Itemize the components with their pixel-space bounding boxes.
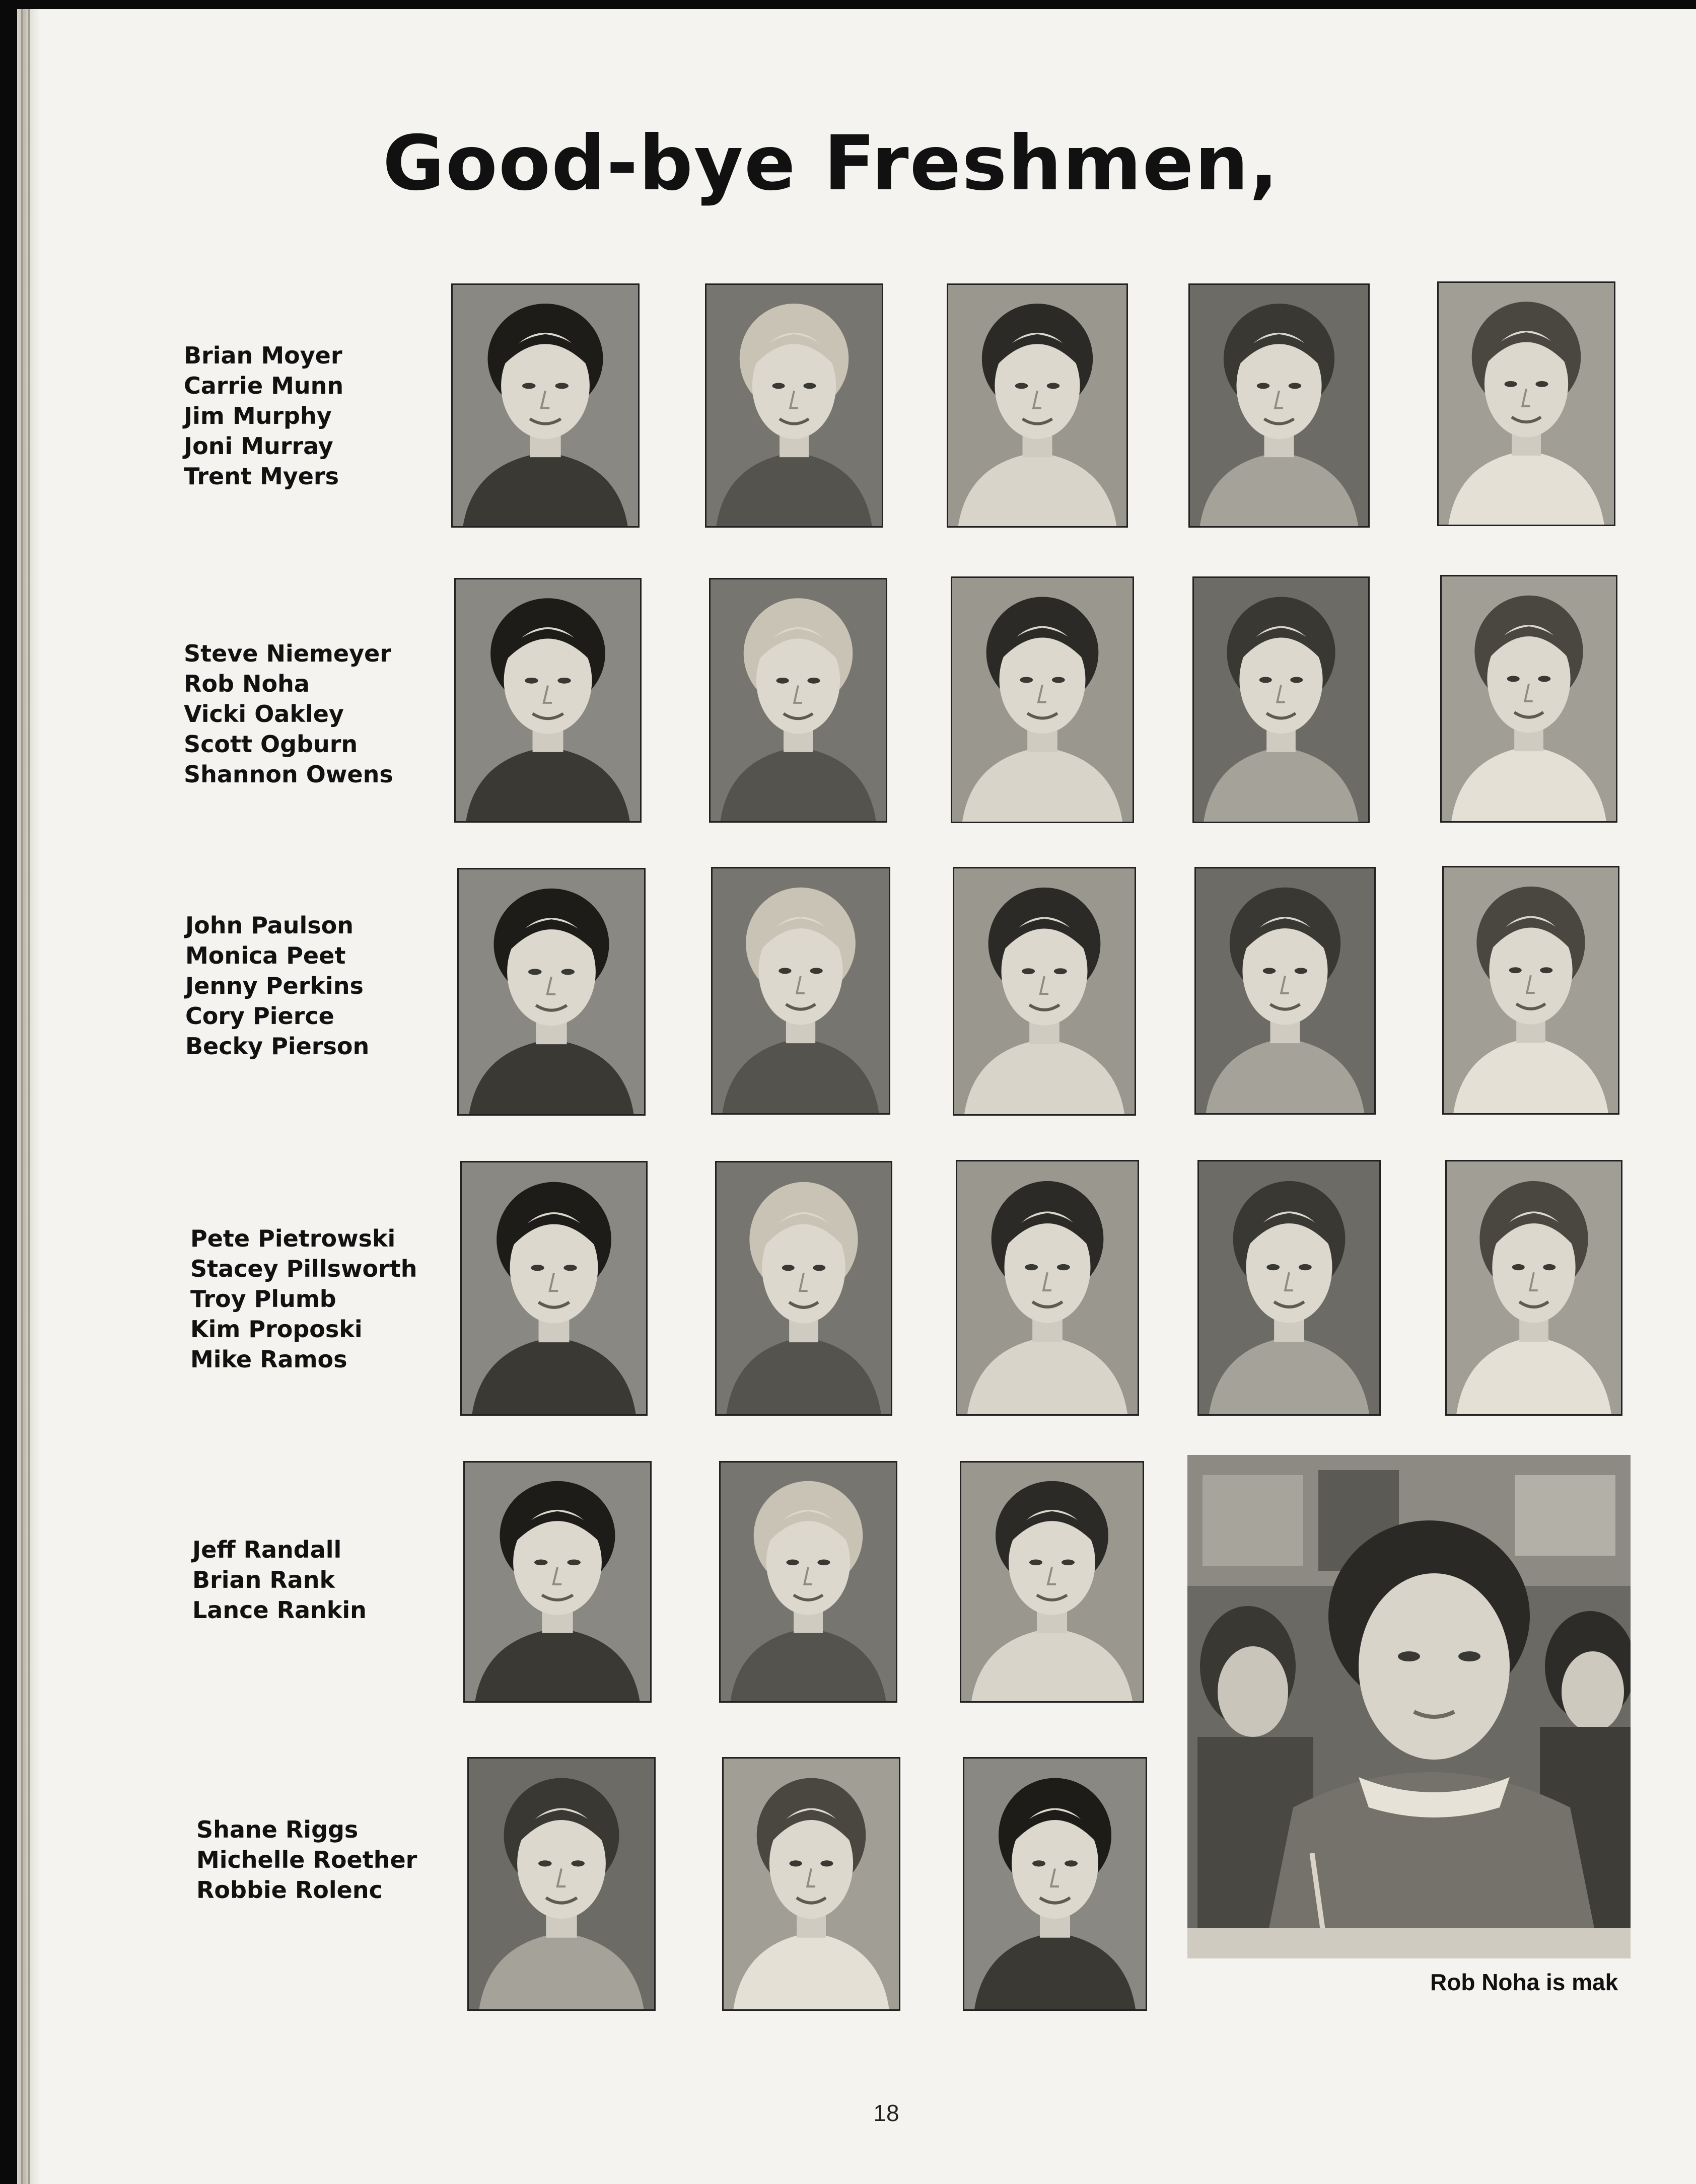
portrait-drawing bbox=[1190, 285, 1368, 526]
student-name: Lance Rankin bbox=[192, 1596, 367, 1624]
portrait-photo bbox=[451, 283, 640, 528]
portrait-drawing bbox=[1199, 1161, 1379, 1414]
student-name: John Paulson bbox=[185, 912, 354, 939]
portrait-drawing bbox=[724, 1759, 899, 2009]
portrait-photo bbox=[722, 1757, 900, 2011]
page-number: 18 bbox=[873, 2100, 899, 2126]
portrait-drawing bbox=[465, 1463, 650, 1701]
portrait-photo bbox=[463, 1461, 652, 1703]
portrait-photo bbox=[1442, 866, 1619, 1115]
portrait-photo bbox=[457, 868, 646, 1116]
portrait-photo bbox=[1194, 867, 1376, 1115]
portrait-drawing bbox=[948, 285, 1126, 526]
student-name: Monica Peet bbox=[185, 942, 346, 969]
student-name: Rob Noha bbox=[184, 670, 310, 697]
portrait-drawing bbox=[961, 1463, 1143, 1701]
portrait-photo bbox=[963, 1757, 1147, 2011]
binding-line bbox=[28, 9, 30, 2184]
student-name: Shane Riggs bbox=[196, 1816, 359, 1843]
portrait-drawing bbox=[469, 1759, 654, 2009]
portrait-photo bbox=[711, 867, 890, 1115]
portrait-drawing bbox=[462, 1162, 646, 1414]
name-list-row-5 bbox=[192, 1535, 367, 1625]
portrait-photo bbox=[715, 1161, 892, 1416]
portrait-photo bbox=[953, 867, 1136, 1116]
student-name: Carrie Munn bbox=[184, 372, 344, 399]
portrait-photo bbox=[1188, 283, 1370, 528]
portrait-drawing bbox=[706, 285, 882, 526]
portrait-drawing bbox=[1444, 867, 1618, 1113]
portrait-drawing bbox=[1196, 868, 1374, 1113]
portrait-drawing bbox=[1194, 578, 1368, 822]
name-list-row-2 bbox=[184, 638, 393, 789]
portrait-photo bbox=[705, 283, 883, 528]
student-name: Shannon Owens bbox=[184, 761, 393, 788]
portrait-photo bbox=[454, 578, 642, 823]
student-name: Robbie Rolenc bbox=[196, 1876, 383, 1904]
portrait-drawing bbox=[711, 579, 886, 821]
student-name: Trent Myers bbox=[184, 463, 339, 490]
student-name: Troy Plumb bbox=[190, 1285, 336, 1313]
portrait-photo bbox=[956, 1160, 1139, 1416]
student-name: Stacey Pillsworth bbox=[190, 1255, 417, 1282]
portrait-photo bbox=[1437, 281, 1615, 526]
student-name: Pete Pietrowski bbox=[190, 1225, 396, 1252]
student-name: Scott Ogburn bbox=[184, 731, 358, 758]
portrait-drawing bbox=[721, 1463, 896, 1701]
name-list-row-3 bbox=[185, 910, 369, 1061]
portrait-drawing bbox=[456, 579, 640, 821]
student-name: Michelle Roether bbox=[196, 1846, 417, 1873]
student-name: Jim Murphy bbox=[184, 402, 332, 429]
candid-classroom-photo bbox=[1187, 1455, 1631, 1958]
name-list-row-1 bbox=[184, 340, 343, 491]
portrait-photo bbox=[951, 576, 1134, 823]
portrait-drawing bbox=[964, 1759, 1146, 2009]
portrait-drawing bbox=[1447, 1161, 1621, 1414]
student-name: Brian Moyer bbox=[184, 342, 342, 369]
portrait-drawing bbox=[1439, 283, 1614, 525]
student-name: Brian Rank bbox=[192, 1566, 335, 1593]
portrait-photo bbox=[467, 1757, 656, 2011]
student-name: Becky Pierson bbox=[185, 1033, 370, 1060]
portrait-photo bbox=[947, 283, 1128, 528]
portrait-photo bbox=[719, 1461, 897, 1703]
portrait-photo bbox=[1192, 576, 1370, 823]
portrait-drawing bbox=[952, 578, 1133, 822]
portrait-drawing bbox=[453, 285, 638, 526]
portrait-photo bbox=[1440, 575, 1617, 823]
portrait-drawing bbox=[1442, 576, 1616, 821]
name-list-row-6 bbox=[196, 1814, 417, 1905]
binding-line bbox=[21, 9, 23, 2184]
portrait-photo bbox=[1445, 1160, 1622, 1416]
portrait-drawing bbox=[954, 868, 1135, 1114]
student-name: Mike Ramos bbox=[190, 1346, 347, 1373]
student-name: Joni Murray bbox=[184, 432, 333, 460]
student-name: Jenny Perkins bbox=[185, 972, 364, 999]
name-list-row-4 bbox=[190, 1223, 417, 1374]
portrait-photo bbox=[709, 578, 887, 823]
portrait-drawing bbox=[713, 868, 889, 1113]
portrait-drawing bbox=[717, 1162, 891, 1414]
portrait-drawing bbox=[459, 869, 644, 1114]
portrait-photo bbox=[960, 1461, 1144, 1703]
student-name: Vicki Oakley bbox=[184, 700, 344, 727]
portrait-drawing bbox=[957, 1161, 1138, 1414]
photo-caption: Rob Noha is mak bbox=[1430, 1969, 1618, 1995]
student-name: Jeff Randall bbox=[192, 1536, 342, 1563]
student-name: Cory Pierce bbox=[185, 1002, 334, 1030]
student-name: Kim Proposki bbox=[190, 1316, 363, 1343]
page-title: Good-bye Freshmen, bbox=[382, 120, 1280, 207]
student-name: Steve Niemeyer bbox=[184, 640, 391, 667]
candid-photo-drawing bbox=[1187, 1455, 1631, 1958]
portrait-photo bbox=[1197, 1160, 1381, 1416]
portrait-photo bbox=[460, 1161, 648, 1416]
